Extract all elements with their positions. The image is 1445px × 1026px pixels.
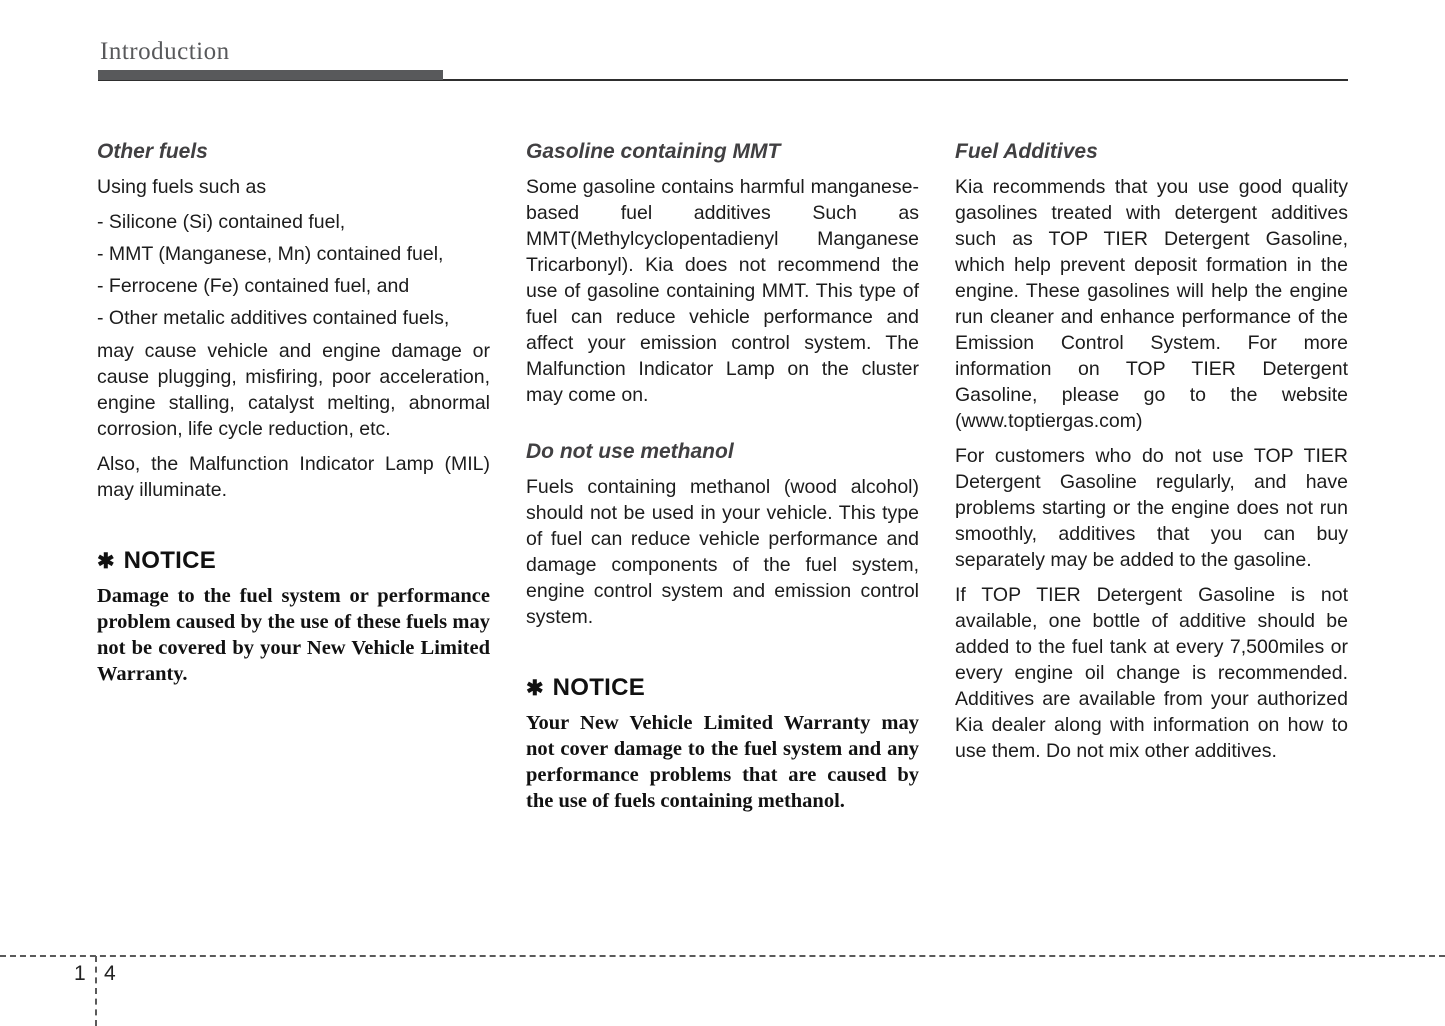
heading-gasoline-mmt: Gasoline containing MMT — [526, 140, 781, 163]
list-item: - Other metalic additives contained fuels, — [97, 307, 450, 329]
asterisk-icon: ✱ — [97, 550, 115, 573]
notice-block-methanol — [526, 674, 919, 814]
notice-label: NOTICE — [552, 674, 646, 701]
paragraph-mmt: Some gasoline contains harmful manganese-based fuel additives Such as MMT(Methylcyclopentadienyl Manganese Tricarbonyl). Kia does not recommend the use of gasoline containing MMT. This type of fuel can reduce vehicle performance and affect your emission control system. The Malfunction Indicator Lamp on the cluster may come on. — [526, 176, 919, 406]
notice-block-fuels — [97, 547, 490, 687]
paragraph-fuels-intro: Using fuels such as — [97, 176, 267, 198]
paragraph-additives-2: For customers who do not use TOP TIER Detergent Gasoline regularly, and have problems starting or the engine does not run smoothly, additives that you can buy separately may be added to the gasoline. — [955, 445, 1348, 571]
footer-vertical-dash — [95, 956, 97, 1026]
section-title: Introduction — [100, 38, 230, 65]
notice-header — [526, 674, 919, 702]
notice-text: Your New Vehicle Limited Warranty may not cover damage to the fuel system and any performance problems that are caused by the use of fuels containing methanol. — [526, 712, 919, 812]
heading-other-fuels: Other fuels — [97, 140, 208, 163]
page-number: 4 — [104, 962, 116, 985]
header-accent-bar — [98, 70, 443, 80]
notice-text: Damage to the fuel system or performance problem caused by the use of these fuels may not be covered by your New Vehicle Limited Warranty. — [97, 585, 490, 685]
list-item: - Silicone (Si) contained fuel, — [97, 211, 346, 233]
asterisk-icon: ✱ — [526, 677, 544, 700]
paragraph-mil: Also, the Malfunction Indicator Lamp (MIL) may illuminate. — [97, 453, 490, 501]
chapter-number: 1 — [74, 962, 86, 985]
page-header — [98, 38, 1348, 81]
footer-dashed-rule — [0, 955, 1445, 957]
column-mmt-methanol — [526, 140, 919, 814]
header-rule — [98, 70, 1348, 81]
paragraph-additives-3: If TOP TIER Detergent Gasoline is not available, one bottle of additive should be added to the fuel tank at every 7,500miles or every engine oil change is recommended. Additives are available from your authorized Kia dealer along with information on how to use them. Do not mix other additives. — [955, 584, 1348, 762]
paragraph-fuel-damage: may cause vehicle and engine damage or cause plugging, misfiring, poor acceleration, engine stalling, catalyst melting, abnormal corrosion, life cycle reduction, etc. — [97, 340, 490, 440]
content-columns — [97, 140, 1348, 814]
heading-no-methanol: Do not use methanol — [526, 440, 734, 463]
column-fuel-additives — [955, 140, 1348, 814]
notice-header — [97, 547, 490, 575]
paragraph-additives-1: Kia recommends that you use good quality gasolines treated with detergent additives such as TOP TIER Detergent Gasoline, which help prevent deposit formation in the engine. These gasolines will help the engine run cleaner and enhance performance of the Emission Control System. For more information on TOP TIER Detergent Gasoline, please go to the website (www.toptiergas.com) — [955, 176, 1348, 432]
list-item: - MMT (Manganese, Mn) contained fuel, — [97, 243, 444, 265]
paragraph-methanol: Fuels containing methanol (wood alcohol) should not be used in your vehicle. This type of fuel can reduce vehicle performance and damage components of the fuel system, engine control system and emission control system. — [526, 476, 919, 628]
fuel-types-list — [97, 209, 490, 331]
column-other-fuels — [97, 140, 490, 814]
heading-fuel-additives: Fuel Additives — [955, 140, 1098, 163]
list-item: - Ferrocene (Fe) contained fuel, and — [97, 275, 410, 297]
notice-label: NOTICE — [123, 547, 217, 574]
